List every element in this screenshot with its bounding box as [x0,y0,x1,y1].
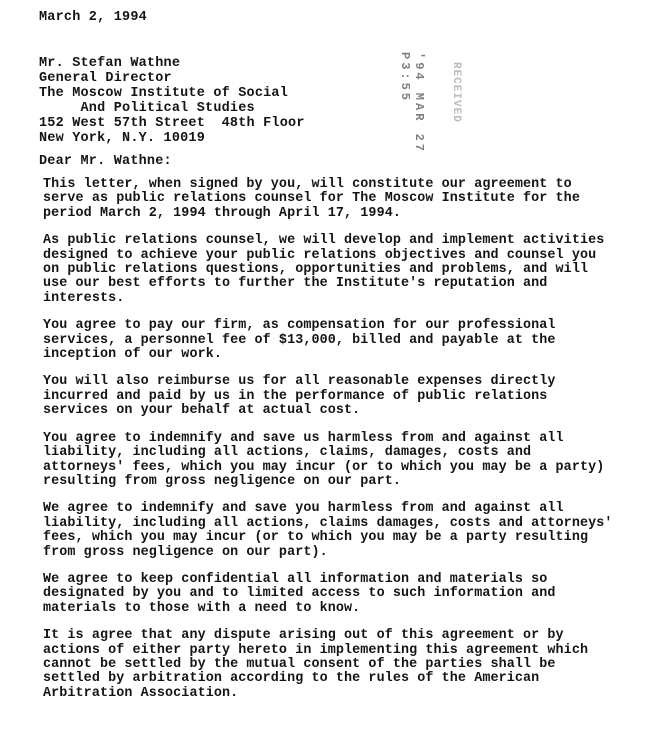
received-stamp [398,52,478,177]
paragraph: You agree to pay our firm, as compensation for our professional services, a personnel fee of $13,000, billed and payable at the inception of our work. [43,318,556,363]
address-line: 152 West 57th Street 48th Floor [39,116,305,131]
paragraph: We agree to keep confidential all information and materials so designated by you and to limited access to such information and materials to those with a need to know. [43,571,556,616]
paragraph: We agree to indemnify and save you harmless from and against all liability, including all actions, claims damages, costs and attorneys' fees, which you may incur (or to which you may be a party resulting from gross negligence on our part). [43,501,613,560]
salutation: Dear Mr. Wathne: [39,154,172,169]
address-line: And Political Studies [39,101,255,116]
address-line: New York, N.Y. 10019 [39,131,206,146]
address-line: General Director [39,71,172,86]
address-line: The Moscow Institute of Social [39,86,289,101]
paragraph: As public relations counsel, we will develop and implement activities designed to achieve your public relations objectives and counsel you on public relations questions, opportunities and problems, and will use our best efforts to further the Institute's reputation and interests. [43,233,605,306]
stamp-received-text: RECEIVED [450,62,462,123]
paragraph: You agree to indemnify and save us harmless from and against all liability, including all actions, claims, damages, costs and attorneys' fees, which you may incur (or to which you may be a party) resulting from gross negligence on our part. [43,430,605,489]
letter-body [43,178,613,714]
stamp-date-text: '94 MAR 27 P3:55 [398,52,426,155]
recipient-address [39,56,305,146]
letter-date: March 2, 1994 [39,10,147,25]
paragraph: It is agree that any dispute arising out of this agreement or by actions of either party hereto in implementing this agreement which cannot be settled by the mutual consent of the parties shall be settled by arbitration according to the rules of the American Arbitration Association. [43,628,589,701]
address-line: Mr. Stefan Wathne [39,56,181,71]
paragraph: This letter, when signed by you, will constitute our agreement to serve as public relations counsel for The Moscow Institute for the period March 2, 1994 through April 17, 1994. [43,177,580,221]
paragraph: You will also reimburse us for all reasonable expenses directly incurred and paid by us in the performance of public relations services on your behalf at actual cost. [43,374,556,419]
